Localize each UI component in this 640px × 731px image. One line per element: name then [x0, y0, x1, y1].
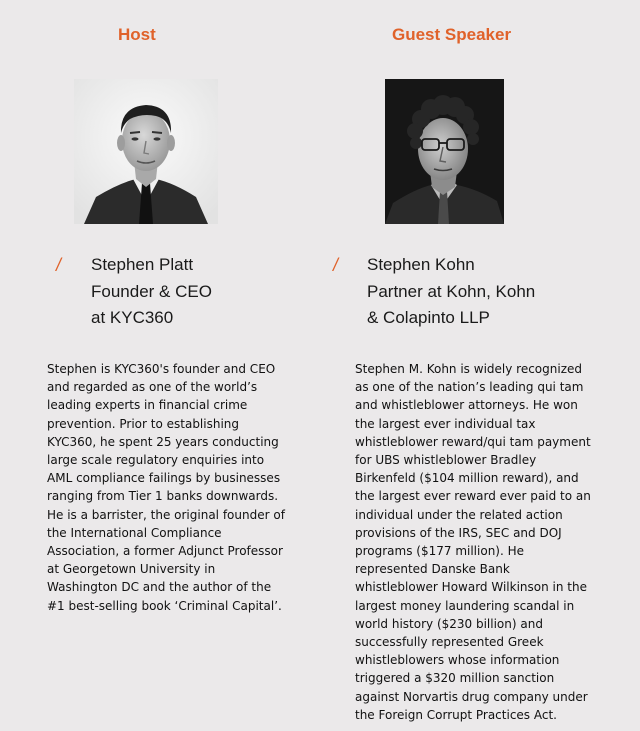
host-heading: Host [118, 25, 156, 44]
guest-name: Stephen Kohn [367, 255, 475, 274]
bio-line: largest money laundering scandal in [355, 598, 575, 613]
bio-line: large scale regulatory enquiries into [47, 453, 265, 468]
guest-bio [355, 360, 591, 724]
guest-slash-icon: / [333, 255, 339, 275]
bio-line: Stephen is KYC360's founder and CEO [47, 362, 276, 376]
bio-line: the largest ever individual tax [355, 416, 536, 431]
bio-line: at Georgetown University in [47, 562, 216, 577]
bio-line: whistleblowers whose information [355, 653, 560, 668]
host-slash-icon: / [56, 255, 62, 275]
bio-line: individual under the related action [355, 507, 563, 522]
bio-line: and whistleblower attorneys. He won [355, 398, 578, 413]
host-bio [47, 360, 285, 615]
guest-photo [385, 79, 504, 224]
guest-name-block [367, 252, 535, 332]
bio-line: the Foreign Corrupt Practices Act. [355, 707, 557, 722]
bio-line: Association, a former Adjunct Professor [47, 544, 283, 559]
bio-line: Washington DC and the author of the [47, 580, 272, 595]
bio-line: provisions of the IRS, SEC and DOJ [355, 525, 562, 540]
bio-line: and regarded as one of the world’s [47, 380, 258, 395]
bio-line: against Norvartis drug company under [355, 689, 588, 704]
bio-line: whistleblower reward/qui tam payment [355, 434, 591, 449]
bio-line: Stephen M. Kohn is widely recognized [355, 362, 582, 376]
bio-line: KYC360, he spent 25 years conducting [47, 434, 279, 449]
guest-title-line-1: Partner at Kohn, Kohn [367, 281, 536, 301]
bio-line: prevention. Prior to establishing [47, 416, 240, 431]
bio-line: #1 best-selling book ‘Criminal Capital’. [47, 598, 282, 613]
bio-line: the largest ever reward ever paid to an [355, 489, 591, 504]
host-name: Stephen Platt [91, 255, 194, 274]
bio-line: whistleblower Howard Wilkinson in the [355, 580, 587, 595]
bio-line: the International Compliance [47, 525, 222, 540]
bio-line: world history ($230 billion) and [355, 616, 543, 631]
bio-line: successfully represented Greek [355, 635, 544, 650]
host-title-line-1: Founder & CEO [91, 281, 212, 301]
host-name-block [91, 252, 212, 332]
guest-heading: Guest Speaker [392, 25, 512, 44]
bio-line: Birkenfeld ($104 million reward), and [355, 471, 579, 486]
bio-line: ranging from Tier 1 banks downwards. [47, 489, 279, 504]
bio-line: He is a barrister, the original founder of [47, 507, 285, 522]
bio-line: leading experts in financial crime [47, 398, 248, 413]
guest-title-line-2: & Colapinto LLP [367, 308, 490, 327]
host-title-line-2: at KYC360 [91, 308, 174, 327]
bio-line: for UBS whistleblower Bradley [355, 453, 537, 468]
bio-line: as one of the nation’s leading qui tam [355, 380, 584, 395]
bio-line: represented Danske Bank [355, 562, 510, 577]
bio-line: AML compliance failings by businesses [47, 471, 281, 486]
bio-line: triggered a $320 million sanction [355, 671, 555, 686]
host-photo [74, 79, 218, 224]
bio-line: programs ($177 million). He [355, 544, 525, 559]
